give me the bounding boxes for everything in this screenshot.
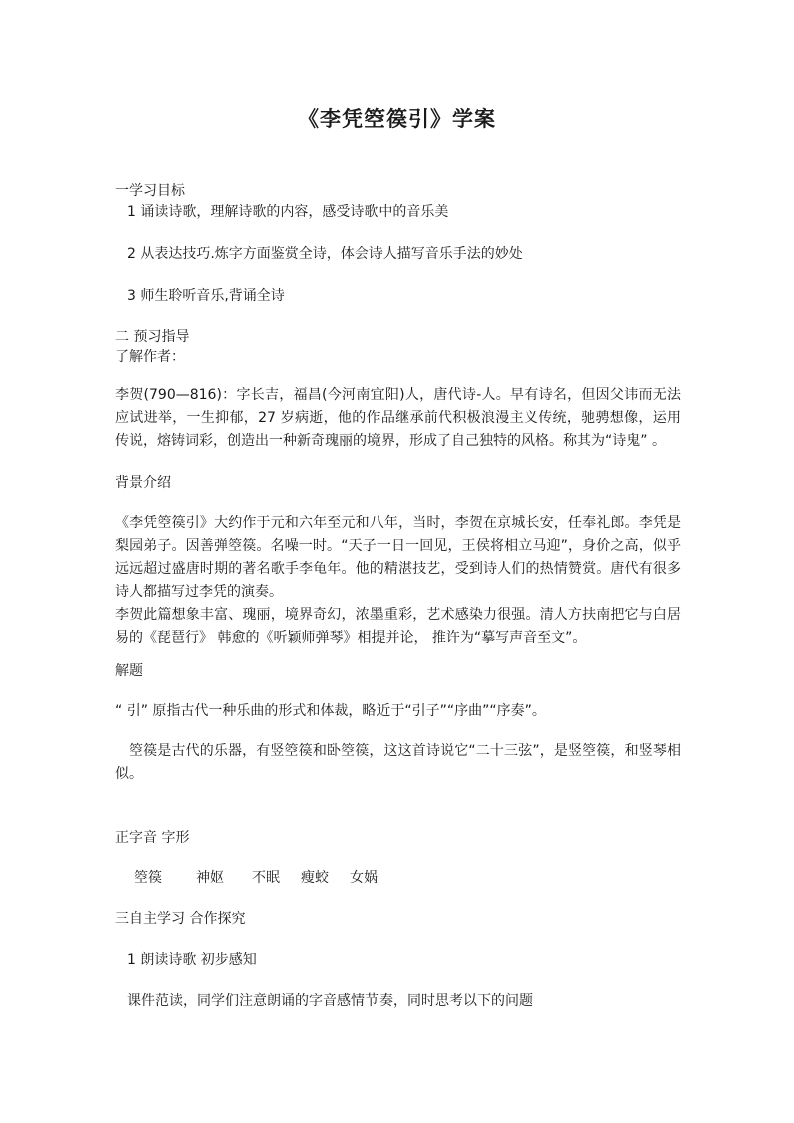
page-title: 《李凭箜篌引》学案 <box>298 107 496 131</box>
vocab-word: 瘦蛟 <box>301 870 329 886</box>
zhengzi-label: 正字音 字形 <box>115 830 190 846</box>
background-paragraph: 《李凭箜篌引》大约作于元和六年至元和八年，当时，李贺在京城长安，任奉礼郎。李凭是梨园弟子。因善弹箜篌。名噪一时。“天子一日一回见，王侯将相立马迎”，身价之高，似乎远远超过盛唐时期的著名歌手李龟年。他的精湛技艺，受到诗人们的热情赞赏。唐代有很多诗人都描写过李凭的演奏。 <box>115 515 681 600</box>
study-text: 课件范读，同学们注意朗诵的字音感情节奏，同时思考以下的问题 <box>127 993 533 1009</box>
jieti-paragraph: “ 引” 原指古代一种乐曲的形式和体裁，略近于“引子”“序曲”“序奏”。 <box>115 703 546 719</box>
goal-item: 3 师生聆听音乐,背诵全诗 <box>127 288 285 304</box>
author-label: 了解作者： <box>115 349 185 365</box>
study-subheading: 1 朗读诗歌 初步感知 <box>127 952 257 968</box>
vocab-word: 不眠 <box>252 870 280 886</box>
section-heading-study: 三自主学习 合作探究 <box>115 911 246 927</box>
jieti-paragraph: 箜篌是古代的乐器，有竖箜篌和卧箜篌，这这首诗说它“二十三弦”，是竖箜篌，和竖琴相似。 <box>115 743 681 782</box>
vocab-word: 女娲 <box>350 870 378 886</box>
jieti-label: 解题 <box>115 663 143 679</box>
vocab-word: 箜篌 <box>134 870 162 886</box>
background-label: 背景介绍 <box>115 475 171 491</box>
vocab-word: 神妪 <box>196 870 224 886</box>
background-paragraph: 李贺此篇想象丰富、瑰丽，境界奇幻，浓墨重彩，艺术感染力很强。清人方扶南把它与白居易的《琵琶行》 韩愈的《听颖师弹琴》相提并论， 推许为“摹写声音至文”。 <box>115 607 681 646</box>
section-heading-preview: 二 预习指导 <box>115 329 190 345</box>
author-paragraph: 李贺(790—816)：字长吉，福昌(今河南宜阳)人，唐代诗-人。早有诗名，但因父讳而无法应试进举，一生抑郁，27 岁病逝，他的作品继承前代积极浪漫主义传统，驰骋想像，运用传说，熔铸词彩，创造出一种新奇瑰丽的境界，形成了自己独特的风格。称其为“诗鬼” 。 <box>115 387 681 449</box>
section-heading-goals: 一学习目标 <box>115 183 185 199</box>
goal-item: 2 从表达技巧.炼字方面鉴赏全诗，体会诗人描写音乐手法的妙处 <box>127 246 523 262</box>
goal-item: 1 诵读诗歌，理解诗歌的内容，感受诗歌中的音乐美 <box>127 204 449 220</box>
